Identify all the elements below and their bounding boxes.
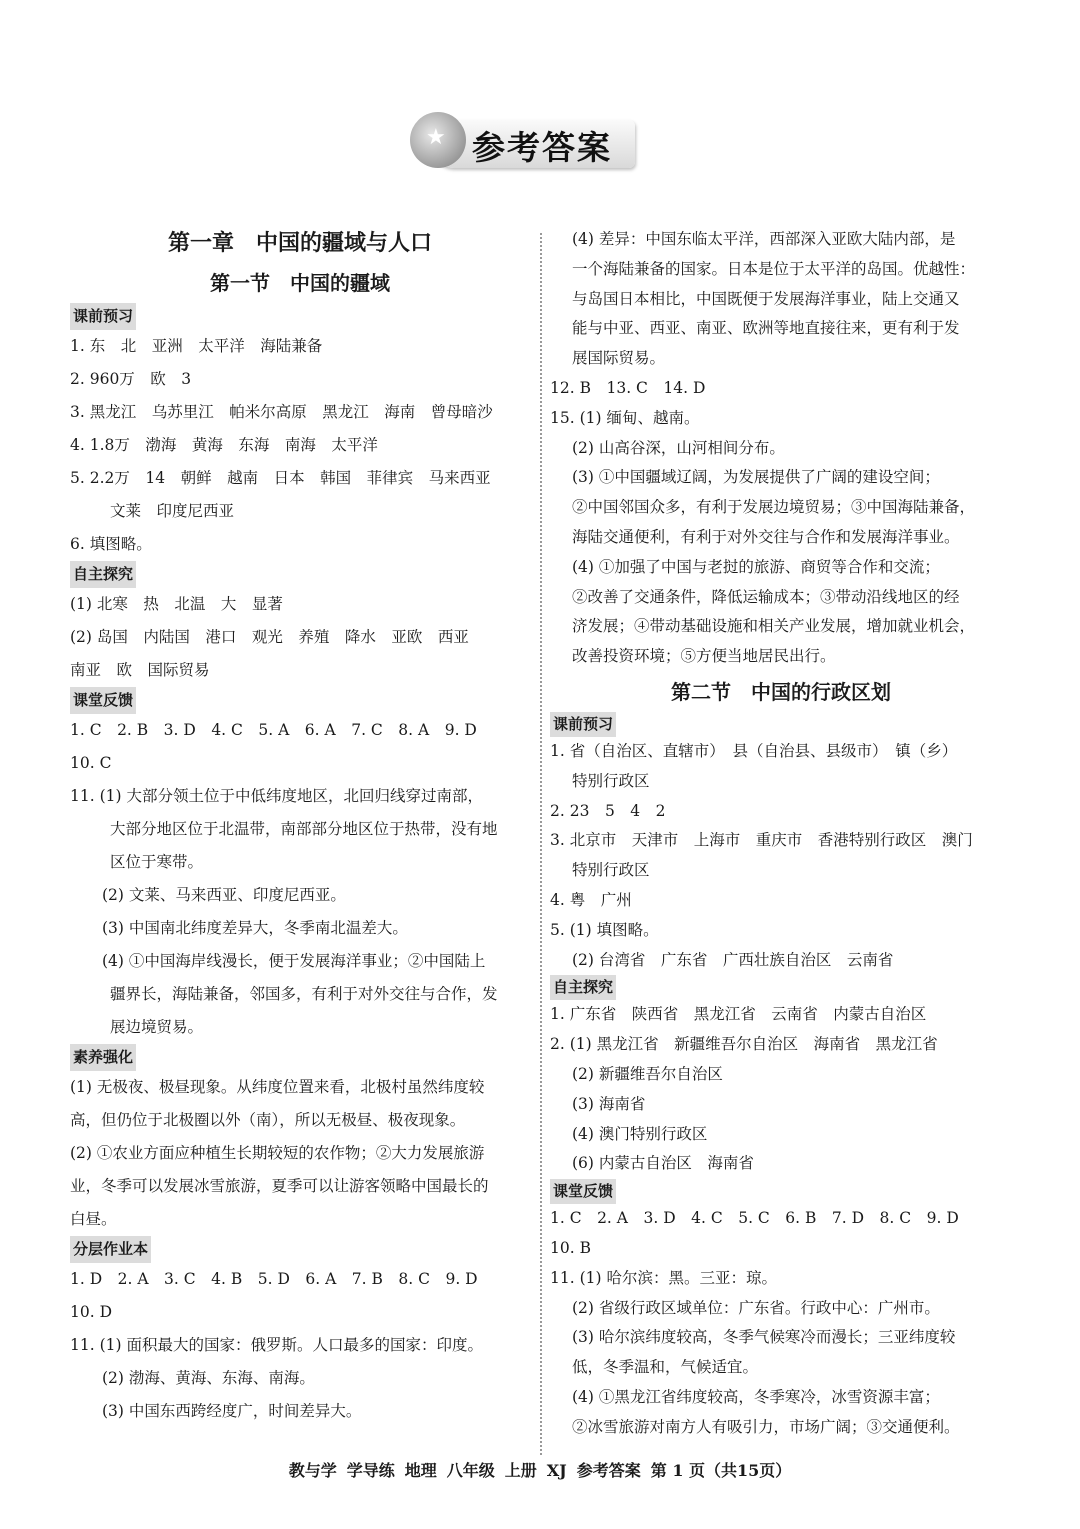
star-icon: ★ (426, 125, 446, 150)
answer-line: (4) ①加强了中国与老挝的旅游、商贸等合作和交流； (572, 557, 940, 576)
banner-title: 参考答案 (472, 128, 612, 167)
answer-line: 2. 23 5 4 2 (550, 801, 666, 820)
answer-line: 能与中亚、西亚、南亚、欧洲等地直接往来，更有利于发 (572, 319, 960, 338)
answer-line: (2) 岛国 内陆国 港口 观光 养殖 降水 亚欧 西亚 (70, 628, 469, 646)
answer-line: (2) 台湾省 广东省 广西壮族自治区 云南省 (572, 950, 894, 969)
answer-line: 1. 省（自治区、直辖市） 县（自治县、县级市） 镇（乡） (550, 741, 958, 760)
answer-line: 文莱 印度尼西亚 (110, 502, 235, 520)
answer-line: 济发展；④带动基础设施和相关产业发展，增加就业机会， (572, 617, 976, 636)
answer-line: 展边境贸易。 (110, 1018, 204, 1036)
answer-line: 1. C 2. B 3. D 4. C 5. A 6. A 7. C 8. A 9. D (70, 721, 477, 739)
right-lines-before (550, 225, 1012, 672)
section-tag-label: 课堂反馈 (70, 687, 136, 714)
answer-line: 4. 粤 广州 (550, 890, 632, 909)
answer-line: (3) 中国南北纬度差异大，冬季南北温差大。 (102, 919, 408, 937)
answer-line: 3. 北京市 天津市 上海市 重庆市 香港特别行政区 澳门 (550, 831, 973, 850)
section-tag-label: 分层作业本 (70, 1236, 151, 1263)
answer-line: ②冰雪旅游对南方人有吸引力，市场广阔；③交通便利。 (572, 1417, 960, 1436)
footer-part: 上册 (504, 1461, 537, 1480)
answer-line: ②中国邻国众多，有利于发展边境贸易；③中国海陆兼备， (572, 498, 976, 517)
answer-line: (2) 山高谷深，山河相间分布。 (572, 438, 785, 457)
answer-line: (6) 内蒙古自治区 海南省 (572, 1154, 754, 1173)
footer-part: 教与学 (288, 1461, 337, 1480)
answer-banner (410, 112, 640, 172)
answer-line: 6. 填图略。 (70, 535, 152, 553)
footer-part: 地理 (404, 1461, 437, 1480)
answer-line: 白昼。 (70, 1210, 117, 1228)
answer-line: (2) 省级行政区域单位：广东省。行政中心：广州市。 (572, 1298, 940, 1317)
answer-line: 2. (1) 黑龙江省 新疆维吾尔自治区 海南省 黑龙江省 (550, 1035, 938, 1054)
section-tag (550, 1179, 1012, 1204)
section-tag (70, 1044, 530, 1071)
answer-line: (2) ①农业方面应种植生长期较短的农作物；②大力发展旅游 (70, 1144, 485, 1162)
footer-part: 参考答案 (576, 1461, 641, 1480)
answer-line: (3) 中国东西跨经度广，时间差异大。 (102, 1402, 362, 1420)
answer-line: 海陆交通便利，有利于对外交往与合作和发展海洋事业。 (572, 527, 960, 546)
answer-line: (2) 文莱、马来西亚、印度尼西亚。 (102, 886, 346, 904)
answer-line: 1. 东 北 亚洲 太平洋 海陆兼备 (70, 337, 323, 355)
section-tag (70, 303, 530, 330)
left-lines (70, 303, 530, 1428)
chapter-title: 第一章 中国的疆域与人口 (167, 231, 432, 256)
section-tag-label: 课堂反馈 (550, 1179, 616, 1204)
answer-line: (4) ①黑龙江省纬度较高，冬季寒冷，冰雪资源丰富； (572, 1387, 940, 1406)
answer-line: 特别行政区 (572, 771, 650, 790)
answer-line: 高，但仍位于北极圈以外（南），所以无极昼、极夜现象。 (70, 1111, 466, 1129)
answer-line: 大部分地区位于北温带，南部部分地区位于热带，没有地 (110, 820, 498, 838)
answer-line: 5. (1) 填图略。 (550, 920, 659, 939)
section-tag-label: 课前预习 (70, 303, 136, 330)
left-column (70, 225, 530, 1428)
section-tag-label: 自主探究 (70, 561, 136, 588)
footer-part: 八年级 (446, 1461, 495, 1480)
answer-line: 10. D (70, 1303, 113, 1321)
answer-line: 区位于寒带。 (110, 853, 204, 871)
answer-line: 3. 黑龙江 乌苏里江 帕米尔高原 黑龙江 海南 曾母暗沙 (70, 403, 493, 421)
answer-line: 1. 广东省 陕西省 黑龙江省 云南省 内蒙古自治区 (550, 1005, 927, 1024)
page-footer (0, 1458, 1080, 1481)
answer-line: 与岛国日本相比，中国既便于发展海洋事业，陆上交通又 (572, 289, 960, 308)
answer-line: 2. 960万 欧 3 (70, 370, 192, 388)
answer-line: (2) 渤海、黄海、东海、南海。 (102, 1369, 315, 1387)
answer-line: 特别行政区 (572, 861, 650, 880)
right-lines-after (550, 712, 1012, 1443)
answer-line: (4) 澳门特别行政区 (572, 1124, 708, 1143)
answer-line: (4) 差异：中国东临太平洋，西部深入亚欧大陆内部，是 (572, 230, 956, 248)
footer-part: 第 1 页（共15页） (650, 1461, 792, 1480)
answer-line: 11. (1) 大部分领土位于中低纬度地区，北回归线穿过南部， (70, 787, 483, 805)
answer-line: (1) 无极夜、极昼现象。从纬度位置来看，北极村虽然纬度较 (70, 1078, 485, 1096)
answer-line: 4. 1.8万 渤海 黄海 东海 南海 太平洋 (70, 436, 378, 454)
answer-line: 10. C (70, 754, 112, 772)
answer-line: (3) ①中国疆域辽阔，为发展提供了广阔的建设空间； (572, 468, 940, 487)
answer-line: 1. D 2. A 3. C 4. B 5. D 6. A 7. B 8. C 9. D (70, 1270, 478, 1288)
answer-line: (2) 新疆维吾尔自治区 (572, 1064, 723, 1083)
answer-line: 低，冬季温和，气候适宜。 (572, 1358, 759, 1377)
answer-line: 11. (1) 面积最大的国家：俄罗斯。人口最多的国家：印度。 (70, 1336, 483, 1354)
answer-line: 展国际贸易。 (572, 349, 666, 368)
footer-part: 学导练 (346, 1461, 395, 1480)
section-tag (550, 975, 1012, 1000)
answer-line: 5. 2.2万 14 朝鲜 越南 日本 韩国 菲律宾 马来西亚 (70, 469, 491, 487)
section-tag (70, 561, 530, 588)
section-tag-label: 素养强化 (70, 1044, 136, 1071)
answer-line: 改善投资环境；⑤方便当地居民出行。 (572, 647, 836, 666)
section-tag (70, 1236, 530, 1263)
answer-line: 15. (1) 缅甸、越南。 (550, 408, 700, 427)
answer-line: 业，冬季可以发展冰雪旅游，夏季可以让游客领略中国最长的 (70, 1177, 489, 1195)
section-tag (70, 687, 530, 714)
footer-part: XJ (546, 1461, 567, 1480)
right-column (550, 225, 1012, 1442)
section-tag-label: 自主探究 (550, 975, 616, 1000)
answer-line: 10. B (550, 1238, 591, 1257)
section-tag-label: 课前预习 (550, 712, 616, 737)
answer-line: (3) 海南省 (572, 1094, 646, 1113)
section-tag (550, 712, 1012, 737)
column-divider (540, 233, 542, 1455)
answer-line: 12. B 13. C 14. D (550, 378, 706, 397)
answer-line: 南亚 欧 国际贸易 (70, 661, 210, 679)
section-title-2: 第二节 中国的行政区划 (671, 679, 891, 704)
answer-line: (1) 北寒 热 北温 大 显著 (70, 595, 283, 613)
answer-line: 一个海陆兼备的国家。日本是位于太平洋的岛国。优越性： (572, 259, 976, 278)
answer-line: 1. C 2. A 3. D 4. C 5. C 6. B 7. D 8. C 9. D (550, 1209, 959, 1228)
answer-line: (4) ①中国海岸线漫长，便于发展海洋事业；②中国陆上 (102, 952, 486, 970)
answer-line: 疆界长，海陆兼备，邻国多，有利于对外交往与合作，发 (110, 985, 498, 1003)
answer-line: (3) 哈尔滨纬度较高，冬季气候寒冷而漫长；三亚纬度较 (572, 1328, 956, 1347)
answer-line: ②改善了交通条件，降低运输成本；③带动沿线地区的经 (572, 587, 960, 606)
section-title: 第一节 中国的疆域 (210, 271, 390, 295)
answer-line: 11. (1) 哈尔滨：黑。三亚：琼。 (550, 1268, 777, 1287)
